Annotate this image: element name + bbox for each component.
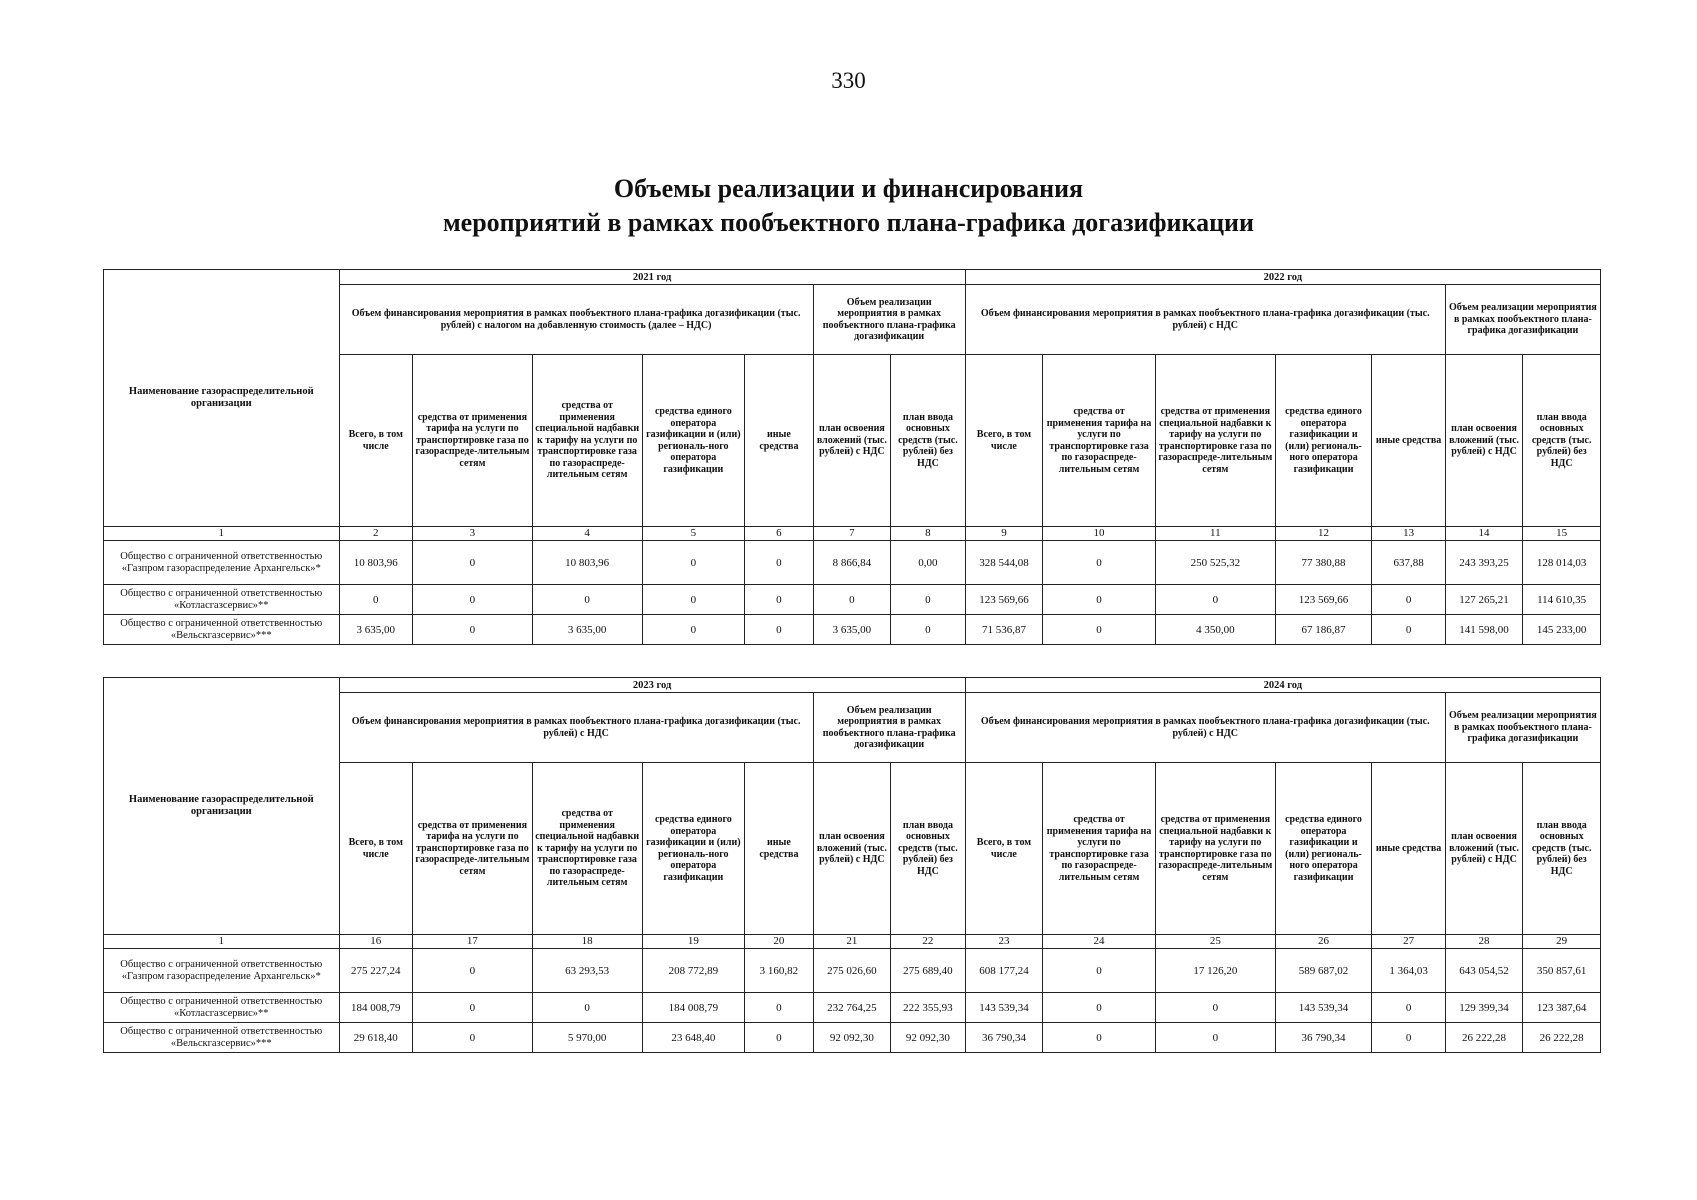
col-other-header: иные средства: [1372, 763, 1445, 935]
col-investment-plan-header: план освоения вложений (тыс. рублей) с НДС: [813, 763, 891, 935]
table-cell: 0: [413, 949, 533, 993]
table-row: [104, 993, 1601, 1023]
table-cell: 0: [1043, 615, 1156, 645]
table-cell: 0: [413, 993, 533, 1023]
column-number: 7: [813, 527, 891, 541]
column-number: 6: [745, 527, 813, 541]
table-cell: 184 008,79: [339, 993, 412, 1023]
column-number: 11: [1155, 527, 1275, 541]
table-cell: 143 539,34: [965, 993, 1043, 1023]
table-cell: 0: [642, 541, 745, 585]
col-other-header: иные средства: [745, 763, 813, 935]
table-cell: 0: [1155, 585, 1275, 615]
column-number: 5: [642, 527, 745, 541]
table-cell: 114 610,35: [1523, 585, 1601, 615]
table-cell: 3 635,00: [813, 615, 891, 645]
table-cell: 643 054,52: [1445, 949, 1523, 993]
col-special-surcharge-header: средства от применения специальной надбавки к тарифу на услуги по транспортировке газа по газораспреде-лительным сетям: [532, 763, 642, 935]
implementation-volume-header: Объем реализации мероприятия в рамках пообъектного плана-графика догазификации: [1445, 285, 1600, 355]
table-cell: 0,00: [891, 541, 966, 585]
table-cell: 350 857,61: [1523, 949, 1601, 993]
table-cell: 0: [532, 585, 642, 615]
table-cell: 0: [413, 1023, 533, 1053]
table-row: [104, 949, 1601, 993]
table-cell: 0: [413, 585, 533, 615]
org-name-header: Наименование газораспределительной организации: [104, 270, 340, 527]
column-number: 29: [1523, 935, 1601, 949]
column-number: 17: [413, 935, 533, 949]
col-total-header: Всего, в том числе: [339, 763, 412, 935]
col-investment-plan-header: план освоения вложений (тыс. рублей) с НДС: [1445, 355, 1523, 527]
col-tariff-header: средства от применения тарифа на услуги по транспортировке газа по газораспреде-лительным сетям: [1043, 355, 1156, 527]
table-cell: 275 227,24: [339, 949, 412, 993]
org-name: Общество с ограниченной ответственностью «Котласгазсервис»**: [104, 585, 340, 615]
financing-table-2023-2024: [103, 677, 1601, 1053]
table-cell: 8 866,84: [813, 541, 891, 585]
table-cell: 243 393,25: [1445, 541, 1523, 585]
column-number: 13: [1372, 527, 1445, 541]
table-cell: 222 355,93: [891, 993, 966, 1023]
column-number: 23: [965, 935, 1043, 949]
col-fixed-assets-plan-header: план ввода основных средств (тыс. рублей) без НДС: [1523, 355, 1601, 527]
table-cell: 123 569,66: [1275, 585, 1372, 615]
table-cell: 5 970,00: [532, 1023, 642, 1053]
table-cell: 145 233,00: [1523, 615, 1601, 645]
table-cell: 77 380,88: [1275, 541, 1372, 585]
column-number: 10: [1043, 527, 1156, 541]
column-number: 3: [413, 527, 533, 541]
table-cell: 0: [745, 1023, 813, 1053]
column-number: 25: [1155, 935, 1275, 949]
table-cell: 0: [413, 541, 533, 585]
year-header: 2023 год: [339, 678, 965, 693]
column-number: 28: [1445, 935, 1523, 949]
table-cell: 0: [745, 541, 813, 585]
table-cell: 0: [1372, 993, 1445, 1023]
table-cell: 0: [1043, 585, 1156, 615]
table-cell: 63 293,53: [532, 949, 642, 993]
table-cell: 0: [339, 585, 412, 615]
table-cell: 184 008,79: [642, 993, 745, 1023]
table-cell: 608 177,24: [965, 949, 1043, 993]
col-investment-plan-header: план освоения вложений (тыс. рублей) с НДС: [1445, 763, 1523, 935]
table-cell: 17 126,20: [1155, 949, 1275, 993]
table-cell: 0: [1155, 1023, 1275, 1053]
column-number-row: [104, 935, 1601, 949]
column-number: 21: [813, 935, 891, 949]
table-cell: 1 364,03: [1372, 949, 1445, 993]
table-cell: 275 026,60: [813, 949, 891, 993]
table-cell: 0: [745, 993, 813, 1023]
table-cell: 129 399,34: [1445, 993, 1523, 1023]
table-cell: 127 265,21: [1445, 585, 1523, 615]
table-cell: 0: [1372, 585, 1445, 615]
table-cell: 0: [1043, 541, 1156, 585]
financing-volume-header: Объем финансирования мероприятия в рамках пообъектного плана-графика догазификации (тыс. рублей) с НДС: [965, 693, 1445, 763]
column-number: 1: [104, 527, 340, 541]
col-operator-header: средства единого оператора газификации и (или) региональ-ного оператора газификации: [1275, 355, 1372, 527]
table-cell: 0: [1043, 949, 1156, 993]
table-cell: 0: [891, 585, 966, 615]
table-cell: 0: [891, 615, 966, 645]
column-number: 1: [104, 935, 340, 949]
col-tariff-header: средства от применения тарифа на услуги по транспортировке газа по газораспреде-лительным сетям: [1043, 763, 1156, 935]
page-title: [0, 172, 1697, 240]
table-cell: 36 790,34: [965, 1023, 1043, 1053]
year-header: 2022 год: [965, 270, 1600, 285]
table-cell: 3 635,00: [532, 615, 642, 645]
org-name: Общество с ограниченной ответственностью «Котласгазсервис»**: [104, 993, 340, 1023]
table-row: [104, 1023, 1601, 1053]
table-cell: 0: [1372, 615, 1445, 645]
column-number: 4: [532, 527, 642, 541]
col-fixed-assets-plan-header: план ввода основных средств (тыс. рублей) без НДС: [1523, 763, 1601, 935]
table-cell: 0: [1043, 1023, 1156, 1053]
table-cell: 10 803,96: [532, 541, 642, 585]
implementation-volume-header: Объем реализации мероприятия в рамках пообъектного плана-графика догазификации: [813, 693, 965, 763]
column-number-row: [104, 527, 1601, 541]
table-cell: 0: [813, 585, 891, 615]
table-row: [104, 615, 1601, 645]
implementation-volume-header: Объем реализации мероприятия в рамках пообъектного плана-графика догазификации: [1445, 693, 1600, 763]
implementation-volume-header: Объем реализации мероприятия в рамках пообъектного плана-графика догазификации: [813, 285, 965, 355]
table-cell: 123 569,66: [965, 585, 1043, 615]
table-cell: 0: [642, 615, 745, 645]
year-header: 2021 год: [339, 270, 965, 285]
column-number: 16: [339, 935, 412, 949]
column-number: 18: [532, 935, 642, 949]
column-number: 14: [1445, 527, 1523, 541]
col-total-header: Всего, в том числе: [965, 355, 1043, 527]
table-cell: 71 536,87: [965, 615, 1043, 645]
column-number: 12: [1275, 527, 1372, 541]
col-total-header: Всего, в том числе: [339, 355, 412, 527]
table-cell: 0: [745, 585, 813, 615]
table-cell: 67 186,87: [1275, 615, 1372, 645]
column-number: 22: [891, 935, 966, 949]
title-line-1: Объемы реализации и финансирования: [613, 174, 1084, 203]
table-row: [104, 585, 1601, 615]
page-number: 330: [831, 68, 866, 93]
table-cell: 0: [1372, 1023, 1445, 1053]
column-number: 19: [642, 935, 745, 949]
table-cell: 0: [642, 585, 745, 615]
table-cell: 208 772,89: [642, 949, 745, 993]
table-cell: 0: [413, 615, 533, 645]
column-number: 2: [339, 527, 412, 541]
col-special-surcharge-header: средства от применения специальной надбавки к тарифу на услуги по транспортировке газа по газораспреде-лительным сетям: [532, 355, 642, 527]
col-operator-header: средства единого оператора газификации и (или) региональ-ного оператора газификации: [1275, 763, 1372, 935]
table-cell: 92 092,30: [891, 1023, 966, 1053]
table-cell: 128 014,03: [1523, 541, 1601, 585]
col-special-surcharge-header: средства от применения специальной надбавки к тарифу на услуги по транспортировке газа по газораспреде-лительным сетям: [1155, 355, 1275, 527]
column-number: 15: [1523, 527, 1601, 541]
table-cell: 0: [745, 615, 813, 645]
col-other-header: иные средства: [745, 355, 813, 527]
table-cell: 0: [1155, 993, 1275, 1023]
table-row: [104, 541, 1601, 585]
financing-volume-header: Объем финансирования мероприятия в рамках пообъектного плана-графика догазификации (тыс. рублей) с НДС: [965, 285, 1445, 355]
column-number: 27: [1372, 935, 1445, 949]
col-tariff-header: средства от применения тарифа на услуги по транспортировке газа по газораспреде-лительным сетям: [413, 763, 533, 935]
col-tariff-header: средства от применения тарифа на услуги по транспортировке газа по газораспреде-лительным сетям: [413, 355, 533, 527]
financing-volume-header: Объем финансирования мероприятия в рамках пообъектного плана-графика догазификации (тыс. рублей) с налогом на добавленную стоимость (далее – НДС): [339, 285, 813, 355]
financing-table-2021-2022: [103, 269, 1601, 645]
col-investment-plan-header: план освоения вложений (тыс. рублей) с НДС: [813, 355, 891, 527]
year-header: 2024 год: [965, 678, 1600, 693]
table-cell: 250 525,32: [1155, 541, 1275, 585]
table-cell: 637,88: [1372, 541, 1445, 585]
org-name: Общество с ограниченной ответственностью «Вельскгазсервис»***: [104, 1023, 340, 1053]
org-name: Общество с ограниченной ответственностью «Газпром газораспределение Архангельск»*: [104, 541, 340, 585]
table-cell: 36 790,34: [1275, 1023, 1372, 1053]
column-number: 26: [1275, 935, 1372, 949]
col-special-surcharge-header: средства от применения специальной надбавки к тарифу на услуги по транспортировке газа по газораспреде-лительным сетям: [1155, 763, 1275, 935]
table-cell: 10 803,96: [339, 541, 412, 585]
col-operator-header: средства единого оператора газификации и (или) региональ-ного оператора газификации: [642, 355, 745, 527]
table-cell: 143 539,34: [1275, 993, 1372, 1023]
column-number: 24: [1043, 935, 1156, 949]
table-cell: 3 635,00: [339, 615, 412, 645]
table-cell: 0: [1043, 993, 1156, 1023]
table-cell: 232 764,25: [813, 993, 891, 1023]
table-cell: 589 687,02: [1275, 949, 1372, 993]
org-name: Общество с ограниченной ответственностью «Вельскгазсервис»***: [104, 615, 340, 645]
financing-volume-header: Объем финансирования мероприятия в рамках пообъектного плана-графика догазификации (тыс. рублей) с НДС: [339, 693, 813, 763]
org-name-header: Наименование газораспределительной организации: [104, 678, 340, 935]
column-number: 9: [965, 527, 1043, 541]
table-cell: 328 544,08: [965, 541, 1043, 585]
title-line-2: мероприятий в рамках пообъектного плана-графика догазификации: [442, 208, 1255, 237]
col-other-header: иные средства: [1372, 355, 1445, 527]
table-cell: 4 350,00: [1155, 615, 1275, 645]
table-cell: 275 689,40: [891, 949, 966, 993]
table-cell: 141 598,00: [1445, 615, 1523, 645]
col-fixed-assets-plan-header: план ввода основных средств (тыс. рублей) без НДС: [891, 355, 966, 527]
table-cell: 92 092,30: [813, 1023, 891, 1053]
table-cell: 3 160,82: [745, 949, 813, 993]
col-operator-header: средства единого оператора газификации и (или) региональ-ного оператора газификации: [642, 763, 745, 935]
table-cell: 26 222,28: [1523, 1023, 1601, 1053]
table-cell: 23 648,40: [642, 1023, 745, 1053]
column-number: 8: [891, 527, 966, 541]
table-cell: 26 222,28: [1445, 1023, 1523, 1053]
col-total-header: Всего, в том числе: [965, 763, 1043, 935]
column-number: 20: [745, 935, 813, 949]
org-name: Общество с ограниченной ответственностью «Газпром газораспределение Архангельск»*: [104, 949, 340, 993]
table-cell: 123 387,64: [1523, 993, 1601, 1023]
table-cell: 0: [532, 993, 642, 1023]
col-fixed-assets-plan-header: план ввода основных средств (тыс. рублей) без НДС: [891, 763, 966, 935]
table-cell: 29 618,40: [339, 1023, 412, 1053]
